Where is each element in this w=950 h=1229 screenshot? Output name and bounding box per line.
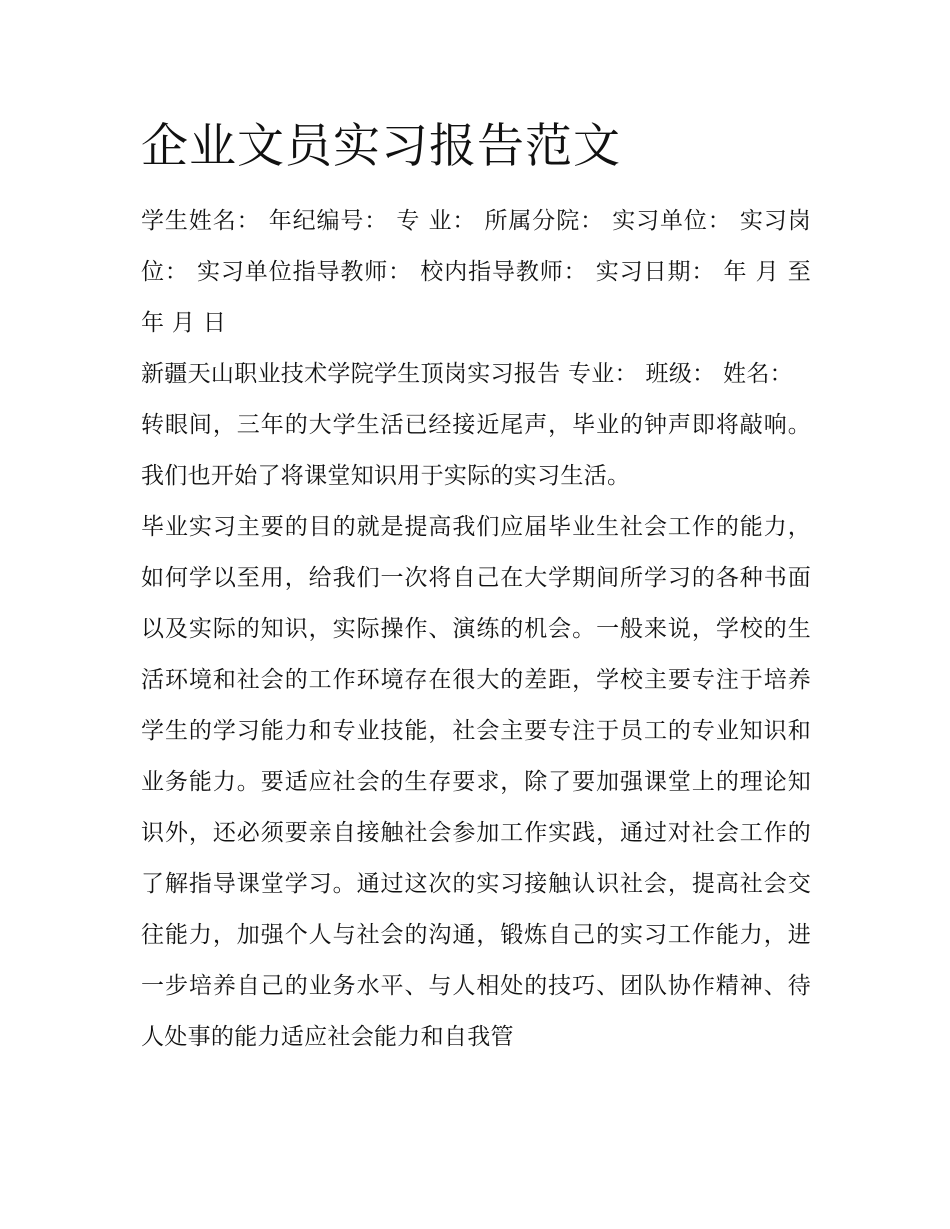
school-info-paragraph: 新疆天山职业技术学院学生顶岗实习报告 专业： 班级： 姓名： (141, 361, 793, 387)
document-content (141, 112, 811, 1063)
intro-paragraph: 转眼间，三年的大学生活已经接近尾声，毕业的钟声即将敲响。我们也开始了将课堂知识用于实际的实习生活。 (141, 412, 811, 489)
document-body (141, 196, 811, 1063)
student-info-paragraph: 学生姓名： 年纪编号： 专 业： 所属分院： 实习单位： 实习岗位： 实习单位指导教师： 校内指导教师： 实习日期： 年 月 至 年 月 日 (141, 208, 811, 336)
document-title: 企业文员实习报告范文 (141, 119, 621, 174)
purpose-paragraph: 毕业实习主要的目的就是提高我们应届毕业生社会工作的能力，如何学以至用，给我们一次将自己在大学期间所学习的各种书面以及实际的知识，实际操作、演练的机会。一般来说，学校的生活环境和社会的工作环境存在很大的差距，学校主要专注于培养学生的学习能力和专业技能，社会主要专注于员工的专业知识和业务能力。要适应社会的生存要求，除了要加强课堂上的理论知识外，还必须要亲自接触社会参加工作实践，通过对社会工作的了解指导课堂学习。通过这次的实习接触认识社会，提高社会交往能力，加强个人与社会的沟通，锻炼自己的实习工作能力，进一步培养自己的业务水平、与人相处的技巧、团队协作精神、待人处事的能力适应社会能力和自我管 (141, 514, 811, 1050)
